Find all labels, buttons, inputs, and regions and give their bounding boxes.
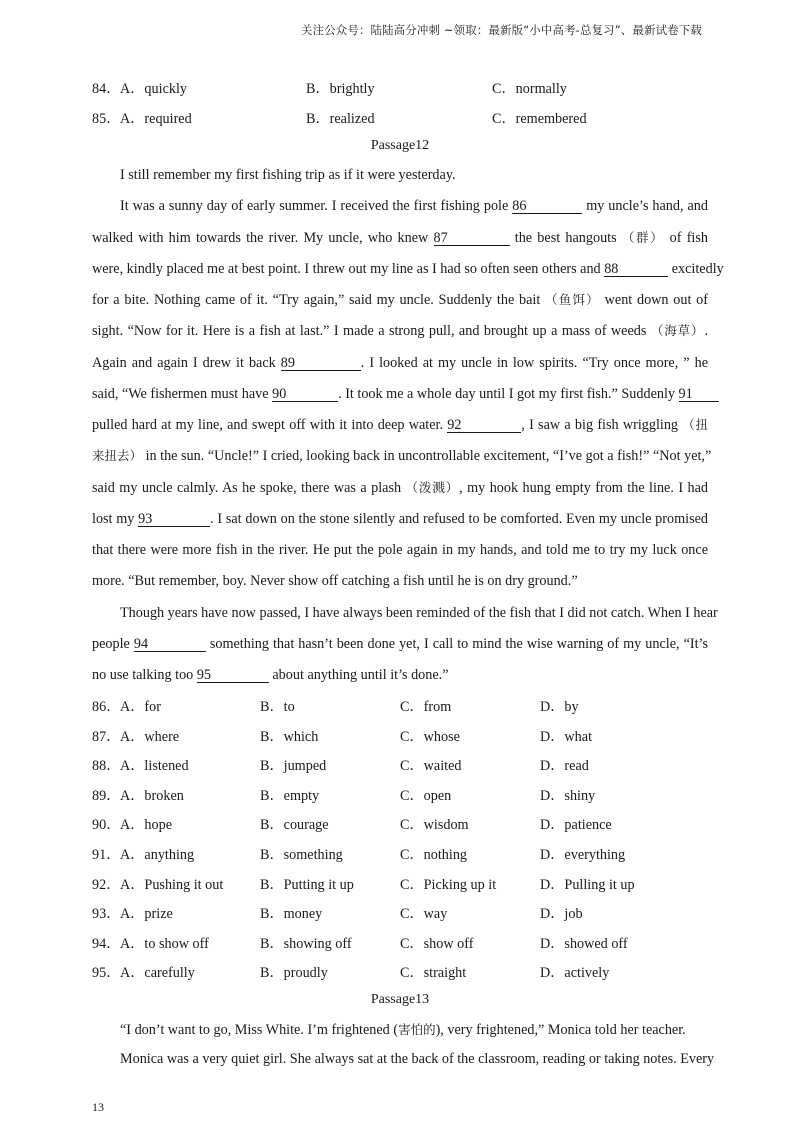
option: C．straight <box>400 965 467 982</box>
option: A．for <box>120 699 161 715</box>
question-row <box>92 874 732 894</box>
text-segment: more. “But remember, boy. Never show off catching a fish until he is on dry ground.” <box>92 573 578 590</box>
text-segment: for a bite. Nothing came of it. “Try again,” said my uncle. Suddenly the bait <box>92 292 546 308</box>
question-row <box>92 844 732 864</box>
option: C．way <box>400 906 448 923</box>
text-segment: pulled hard at my line, and swept off with it into deep water. <box>92 417 448 433</box>
option: A．Pushing it out <box>120 876 224 893</box>
page-number: 13 <box>92 1100 104 1114</box>
option: A．required <box>120 111 192 127</box>
question-row <box>92 903 732 923</box>
text-line <box>92 510 708 541</box>
text-segment: people <box>92 635 134 652</box>
option: D．actively <box>540 965 610 982</box>
question-row <box>92 962 732 982</box>
text-segment: lost my <box>92 510 139 527</box>
option: B．showing off <box>260 935 352 952</box>
option: B．courage <box>260 817 329 834</box>
chinese-gloss: 害怕的 <box>398 1022 436 1037</box>
option: C．remembered <box>492 111 587 127</box>
text-line <box>92 291 708 322</box>
passage13-title: Passage13 <box>370 992 430 1007</box>
text-line <box>92 447 712 478</box>
option: D．patience <box>540 817 612 834</box>
text-line <box>92 635 708 666</box>
text-line <box>92 666 708 697</box>
option: C．nothing <box>400 847 468 863</box>
option: C．normally <box>492 81 567 97</box>
question-number: 85． <box>92 111 121 127</box>
option: C．open <box>400 787 452 804</box>
text-segment: no use talking too <box>92 667 197 683</box>
text-line <box>92 354 708 385</box>
text-line <box>92 385 708 416</box>
question-number: 89． <box>92 787 121 804</box>
question-number: 87． <box>92 728 121 745</box>
answer-blank: 89 <box>281 356 361 371</box>
chinese-gloss: （海草） <box>650 323 705 339</box>
passage13-body <box>92 1021 715 1079</box>
option: D．by <box>540 699 579 715</box>
text-segment: It was a sunny day of early summer. I received the first fishing pole <box>120 198 513 215</box>
text-line <box>92 197 708 228</box>
text-segment: . I sat down on the stone silently and refused to be comforted. Even my uncle promised <box>210 510 708 527</box>
text-segment: about anything until it’s done.” <box>268 667 449 683</box>
text-segment: in the sun. “Uncle!” I cried, looking back in uncontrollable excitement, “I’ve got a fish!” “Not yet,” <box>142 448 712 465</box>
answer-blank: 90 <box>272 387 338 402</box>
text-segment: went down out of <box>599 292 708 308</box>
option: A．carefully <box>120 965 195 982</box>
text-line <box>92 322 708 353</box>
answer-blank: 91 <box>679 387 719 402</box>
option: C．waited <box>400 758 462 775</box>
option: D．job <box>540 906 583 923</box>
option: B．empty <box>260 787 320 804</box>
text-line <box>92 260 724 291</box>
chinese-gloss: （泼溅） <box>405 479 460 495</box>
answer-blank: 95 <box>197 668 269 683</box>
text-line <box>92 541 708 572</box>
text-segment: walked with him towards the river. My uncle, who knew <box>92 229 434 246</box>
option: A．quickly <box>120 81 187 97</box>
option: C．wisdom <box>400 817 469 834</box>
text-segment: sight. “Now for it. Here is a fish at last.” I made a strong pull, and brought up a mass of weeds <box>92 323 651 340</box>
option: B．which <box>260 728 319 745</box>
answer-blank: 88 <box>604 262 668 277</box>
answer-blank: 86 <box>512 199 582 214</box>
question-number: 93． <box>92 906 121 923</box>
question-number: 88． <box>92 758 121 775</box>
passage12-body <box>92 166 724 697</box>
option: C．Picking up it <box>400 876 497 893</box>
question-number: 90． <box>92 817 121 834</box>
option: B．something <box>260 847 343 863</box>
text-segment: . I looked at my uncle in low spirits. “Try once more, ” he <box>360 354 708 371</box>
answer-blank: 87 <box>434 231 510 246</box>
text-segment: something that hasn’t been done yet, I call to mind the wise warning of my uncle, “It’s <box>205 635 708 652</box>
question-number: 84． <box>92 81 121 97</box>
text-segment: I still remember my first fishing trip as if it were yesterday. <box>120 167 456 183</box>
option: A．to show off <box>120 935 209 952</box>
option: B．jumped <box>260 758 327 775</box>
option: D．shiny <box>540 787 596 804</box>
option: A．where <box>120 728 180 745</box>
page-header: 关注公众号：陆陆高分冲刺 ~领取：最新版“小中高考-总复习”、最新试卷下载 <box>301 23 702 37</box>
option: D．read <box>540 758 589 775</box>
option: A．broken <box>120 787 184 804</box>
text-line <box>92 1050 715 1079</box>
question-row <box>92 78 732 98</box>
question-row <box>92 785 732 805</box>
question-number: 91． <box>92 847 121 863</box>
text-line <box>92 229 708 260</box>
text-segment: . <box>704 323 708 340</box>
option: C．from <box>400 699 452 715</box>
text-segment: , I saw a big fish wriggling <box>521 417 683 433</box>
text-segment: the best hangouts <box>509 229 622 246</box>
text-line <box>92 416 708 447</box>
text-segment: my uncle’s hand, and <box>582 198 708 215</box>
option: C．whose <box>400 728 460 745</box>
text-segment: . It took me a whole day until I got my first fish.” Suddenly <box>338 385 679 402</box>
question-number: 95． <box>92 965 121 982</box>
text-line <box>92 572 708 603</box>
text-segment: Again and again I drew it back <box>92 354 281 371</box>
option: B．proudly <box>260 965 328 982</box>
option: D．Pulling it up <box>540 876 635 893</box>
option: A．hope <box>120 817 173 834</box>
option: B．realized <box>306 111 375 127</box>
text-segment: said, “We fishermen must have <box>92 385 273 402</box>
text-segment: Though years have now passed, I have always been reminded of the fish that I did not catch. When I hear <box>120 604 718 621</box>
option: D．showed off <box>540 935 628 952</box>
option: D．everything <box>540 847 626 863</box>
question-row <box>92 108 732 128</box>
chinese-gloss: （群） <box>621 229 665 245</box>
chinese-gloss: （鱼饵） <box>545 292 600 307</box>
answer-blank: 93 <box>138 512 210 527</box>
text-segment: , my hook hung empty from the line. I had <box>459 479 708 496</box>
question-row <box>92 755 732 775</box>
answer-blank: 92 <box>447 418 521 433</box>
chinese-gloss: （扭 <box>682 417 708 432</box>
passage12-title: Passage12 <box>370 138 430 153</box>
text-line <box>92 1021 708 1050</box>
option: A．prize <box>120 906 173 923</box>
question-row <box>92 696 732 716</box>
text-segment: of fish <box>664 229 708 246</box>
option: B．Putting it up <box>260 876 354 893</box>
option: A．listened <box>120 758 189 775</box>
option: B．brightly <box>306 81 375 97</box>
option: C．show off <box>400 935 474 952</box>
question-row <box>92 814 732 834</box>
text-line <box>92 604 718 635</box>
text-segment: that there were more fish in the river. He put the pole again in my hands, and told me to try my luck once <box>92 542 708 558</box>
question-row <box>92 726 732 746</box>
question-row <box>92 933 732 953</box>
option: B．to <box>260 699 295 715</box>
option: A．anything <box>120 847 195 863</box>
option: D．what <box>540 728 593 745</box>
chinese-gloss: 来扭去） <box>92 448 143 464</box>
option: B．money <box>260 906 323 923</box>
text-line <box>92 479 708 510</box>
answer-blank: 94 <box>134 637 206 652</box>
text-line <box>92 166 708 197</box>
text-segment: “I don’t want to go, Miss White. I’m frightened ( <box>120 1022 399 1038</box>
text-segment: ), very frightened,” Monica told her teacher. <box>435 1022 686 1038</box>
question-number: 86． <box>92 699 121 715</box>
text-segment: excitedly <box>668 260 724 277</box>
text-segment: Monica was a very quiet girl. She always sat at the back of the classroom, reading or taking notes. Every <box>120 1051 715 1067</box>
text-segment: were, kindly placed me at best point. I threw out my line as I had so often seen others and <box>92 260 605 277</box>
text-segment: said my uncle calmly. As he spoke, there was a plash <box>92 479 406 496</box>
question-number: 92． <box>92 876 121 893</box>
question-number: 94． <box>92 935 121 952</box>
